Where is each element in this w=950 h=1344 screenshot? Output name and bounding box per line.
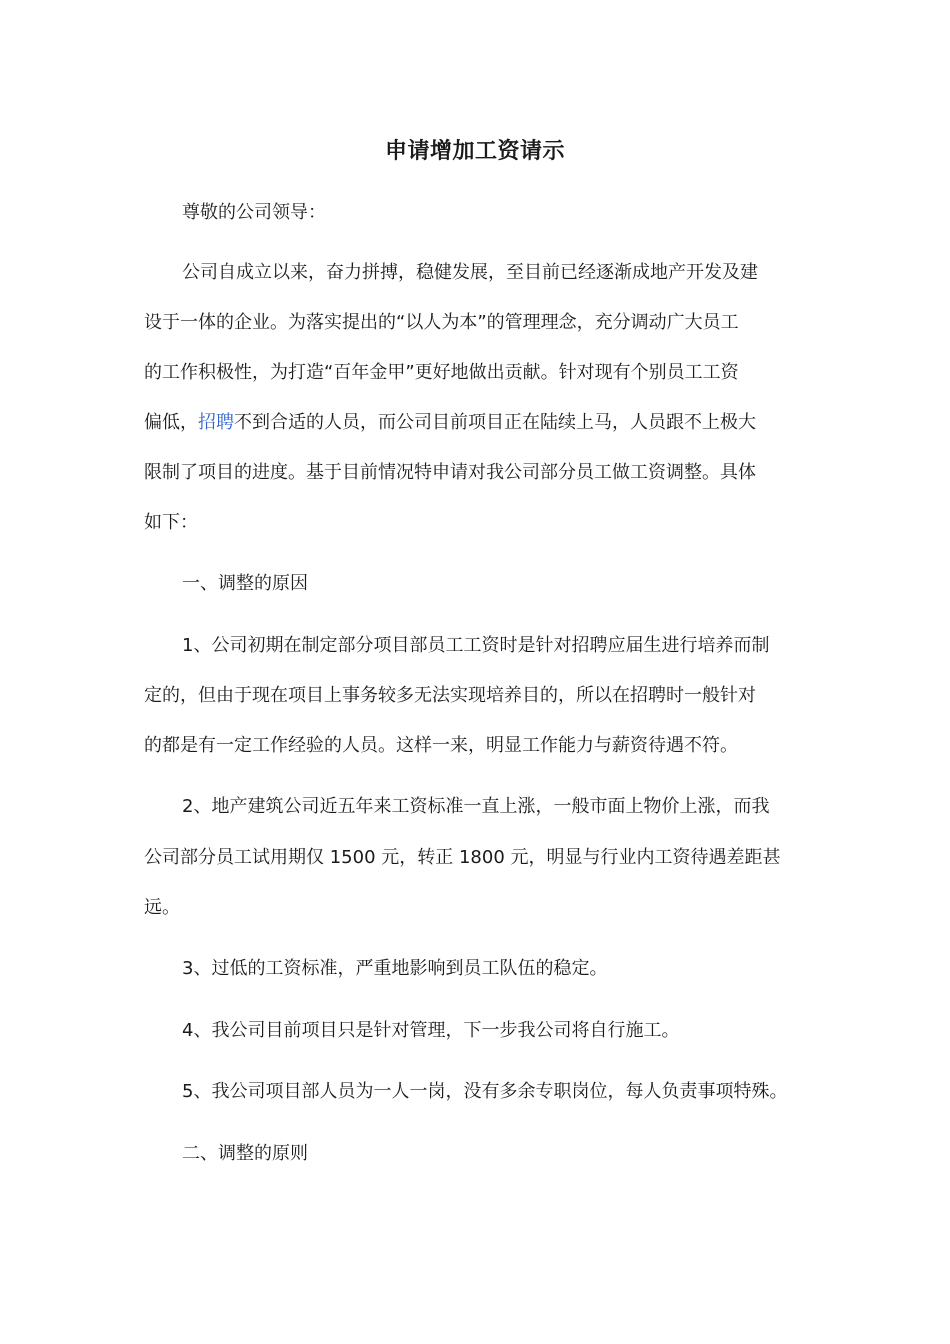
reason-2-line-3: 远。 xyxy=(144,897,180,918)
intro-line-4-end: 不到合适的人员，而公司目前项目正在陆续上马，人员跟不上极大 xyxy=(234,412,756,433)
intro-line-5: 限制了项目的进度。基于目前情况特申请对我公司部分员工做工资调整。具体 xyxy=(144,462,756,483)
intro-line-3: 的工作积极性，为打造“百年金甲”更好地做出贡献。针对现有个别员工工资 xyxy=(144,362,739,383)
intro-line-6: 如下： xyxy=(144,512,198,533)
reason-1-line-3: 的都是有一定工作经验的人员。这样一来，明显工作能力与薪资待遇不符。 xyxy=(144,735,738,756)
salutation: 尊敬的公司领导： xyxy=(182,202,326,223)
intro-line-1: 公司自成立以来，奋力拼搏，稳健发展，至目前已经逐渐成地产开发及建 xyxy=(182,262,758,283)
reason-2-line-2: 公司部分员工试用期仅 1500 元，转正 1800 元，明显与行业内工资待遇差距甚 xyxy=(144,847,781,868)
recruit-link[interactable]: 招聘 xyxy=(198,412,234,433)
section-heading-principles: 二、调整的原则 xyxy=(182,1143,308,1164)
reason-3: 3、过低的工资标准，严重地影响到员工队伍的稳定。 xyxy=(182,958,608,979)
document-title: 申请增加工资请示 xyxy=(384,139,565,164)
reason-2-line-1: 2、地产建筑公司近五年来工资标准一直上涨，一般市面上物价上涨，而我 xyxy=(182,796,770,817)
reason-4: 4、我公司目前项目只是针对管理，下一步我公司将自行施工。 xyxy=(182,1020,680,1041)
intro-line-4 xyxy=(144,408,756,438)
intro-line-2: 设于一体的企业。为落实提出的“以人为本”的管理理念，充分调动广大员工 xyxy=(144,312,739,333)
reason-1-line-2: 定的，但由于现在项目上事务较多无法实现培养目的，所以在招聘时一般针对 xyxy=(144,685,756,706)
reason-5: 5、我公司项目部人员为一人一岗，没有多余专职岗位，每人负责事项特殊。 xyxy=(182,1081,788,1102)
reason-1-line-1: 1、公司初期在制定部分项目部员工工资时是针对招聘应届生进行培养而制 xyxy=(182,635,770,656)
intro-line-4-start: 偏低， xyxy=(144,412,198,433)
section-heading-reasons: 一、调整的原因 xyxy=(182,573,308,594)
